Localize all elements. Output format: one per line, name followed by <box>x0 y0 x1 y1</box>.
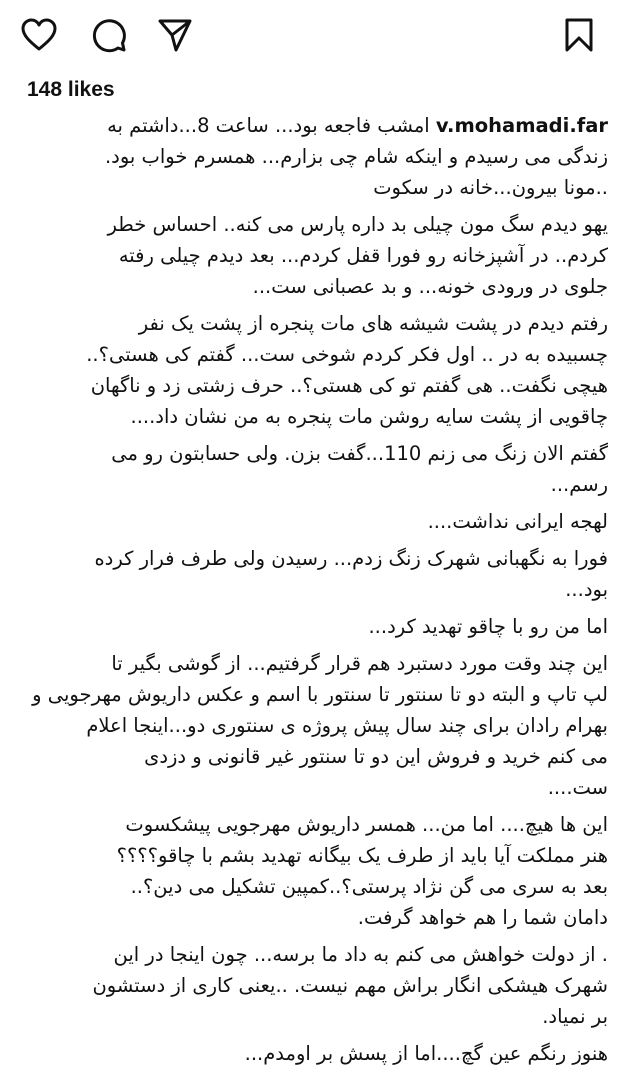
likes-count[interactable]: 148 likes <box>27 78 115 101</box>
caption-line: هنوز رنگم عین گچ....اما از پسش بر اومدم... <box>244 1042 608 1065</box>
caption-line: فورا به نگهبانی شهرک زنگ زدم... رسیدن ولی طرف فرار کرده <box>94 547 608 570</box>
caption-line: یهو دیدم سگ مون چیلی بد داره پارس می کنه.. احساس خطر <box>107 213 608 236</box>
caption-line: کردم.. در آشپزخانه رو فورا قفل کردم... بعد دیدم چیلی رفته <box>118 244 608 267</box>
caption-line: شهرک هیشکی انگار براش مهم نیست. ..یعنی کاری از دستشون <box>92 974 608 997</box>
caption-line: زندگی می رسیدم و اینکه شام چی بزارم... همسرم خواب بود. <box>104 145 608 168</box>
caption-line: بر نمیاد. <box>542 1005 608 1028</box>
caption-line: دامان شما را هم خواهد گرفت. <box>357 906 608 929</box>
caption-line: هنر مملکت آیا باید از طرف یک بیگانه تهدید بشم با چاقو؟؟؟؟ <box>116 844 608 867</box>
post-action-bar <box>0 0 626 72</box>
caption-line: ست.... <box>547 776 608 799</box>
send-icon <box>157 17 193 53</box>
caption-line: اما من رو با چاقو تهدید کرد... <box>368 615 608 638</box>
caption-line: ..مونا بیرون...خانه در سکوت <box>373 176 608 199</box>
caption-line: لپ تاپ و البته دو تا سنتور تا سنتور با اسم و عکس داریوش مهرجویی و <box>32 683 608 706</box>
caption-line: . از دولت خواهش می کنم به داد ما برسه... چون اینجا در این <box>113 943 608 966</box>
caption-line: می کنم خرید و فروش این دو تا سنتور غیر قانونی و دزدی <box>144 745 608 768</box>
bookmark-icon <box>563 17 595 53</box>
heart-icon <box>21 18 57 52</box>
comment-button[interactable] <box>90 16 128 54</box>
caption-line: چاقویی از پشت سایه روشن مات پنجره به من نشان داد.... <box>130 405 608 428</box>
username-link[interactable]: v.mohamadi.far <box>435 114 608 137</box>
caption-line: رفتم دیدم در پشت شیشه های مات پنجره از پشت یک نفر <box>138 312 608 335</box>
like-button[interactable] <box>20 16 58 54</box>
save-button[interactable] <box>560 16 598 54</box>
caption-text: امشب فاجعه بود... ساعت 8...داشتم به <box>107 114 430 137</box>
comment-icon <box>91 17 127 53</box>
caption-line: هیچی نگفت.. هی گفتم تو کی هستی؟.. حرف زشتی زد و ناگهان <box>90 374 608 397</box>
caption-line: بهرام رادان برای چند سال پیش پروژه ی سنتوری دو...اینجا اعلام <box>86 714 608 737</box>
share-button[interactable] <box>156 16 194 54</box>
caption-line: این چند وقت مورد دستبرد هم قرار گرفتیم... از گوشی بگیر تا <box>111 652 608 675</box>
caption-line: این ها هیچ.... اما من... همسر داریوش مهرجویی پیشکسوت <box>125 813 608 836</box>
caption-line <box>18 110 608 141</box>
caption-line: گفتم الان زنگ می زنم 110...گفت بزن. ولی حسابتون رو می <box>111 442 608 465</box>
caption-line: بعد به سری می گن نژاد پرستی؟..کمپین تشکیل می دین؟.. <box>130 875 608 898</box>
caption-line: چسبیده به در .. اول فکر کردم شوخی ست... گفتم کی هستی؟.. <box>86 343 608 366</box>
caption-line: لهجه ایرانی نداشت.... <box>427 510 608 533</box>
caption-line: بود... <box>565 578 608 601</box>
caption-line: جلوی در ورودی خونه... و بد عصبانی ست... <box>252 275 608 298</box>
post-caption <box>18 110 608 1069</box>
caption-line: رسم... <box>550 473 608 496</box>
